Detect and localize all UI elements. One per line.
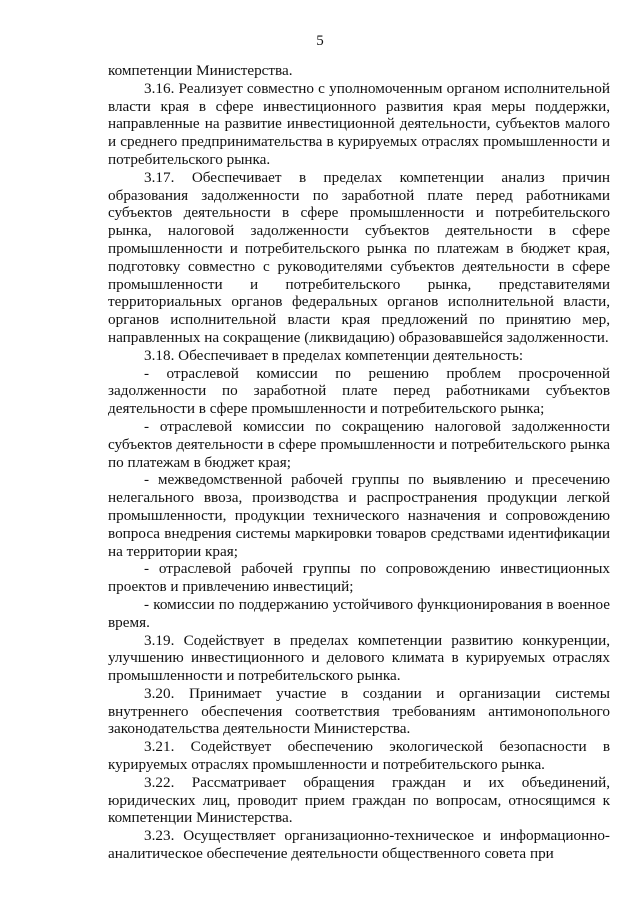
paragraph-3-18: 3.18. Обеспечивает в пределах компетенции деятельность:: [144, 346, 524, 364]
list-item-working-group-investment: - отраслевой рабочей группы по сопровождению инвестиционных проектов и привлечению инвестиций;: [108, 560, 610, 596]
paragraph-3-16: 3.16. Реализует совместно с уполномоченным органом исполнительной власти края в сфере инвестиционного развития края меры поддержки, направленные на развитие инвестиционной деятельности, субъектов малого и среднего предпринимательства в курируемых отраслях промышленности и потребительского рынка.: [108, 79, 610, 168]
page-number: 5: [316, 33, 324, 49]
paragraph-3-17: 3.17. Обеспечивает в пределах компетенции анализ причин образования задолженности по заработной плате перед работниками субъектов деятельности в сфере промышленности и потребительского рынка, налоговой задолженности субъектов деятельности в сфере промышленности и потребительского рынка по платежам в бюджет края, подготовку совместно с руководителями субъектов деятельности в сфере промышленности и потребительского рынка, представителями территориальных органов федеральных органов исполнительной власти, органов исполнительной власти края предложений по принятию мер, направленных на сокращение (ликвидацию) образовавшейся задолженности.: [108, 168, 610, 346]
list-item-commission-wage-arrears: - отраслевой комиссии по решению проблем просроченной задолженности по заработной плате перед работниками субъектов деятельности в сфере промышленности и потребительского рынка;: [108, 364, 610, 418]
paragraph-3-23: 3.23. Осуществляет организационно-техническое и информационно-аналитическое обеспечение деятельности общественного совета при: [108, 827, 610, 863]
list-item-commission-tax-arrears: - отраслевой комиссии по сокращению налоговой задолженности субъектов деятельности в сфере промышленности и потребительского рынка по платежам в бюджет края;: [108, 417, 610, 471]
paragraph-3-20: 3.20. Принимает участие в создании и организации системы внутреннего обеспечения соответствия требованиям антимонопольного законодательства деятельности Министерства.: [108, 684, 610, 738]
list-item-commission-wartime: - комиссии по поддержанию устойчивого функционирования в военное время.: [108, 595, 610, 631]
paragraph-3-22: 3.22. Рассматривает обращения граждан и их объединений, юридических лиц, проводит прием граждан по вопросам, относящимся к компетенции Министерства.: [108, 773, 610, 827]
paragraph-3-21: 3.21. Содействует обеспечению экологической безопасности в курируемых отраслях промышленности и потребительского рынка.: [108, 738, 610, 774]
list-item-working-group-illegal-import: - межведомственной рабочей группы по выявлению и пресечению нелегального ввоза, производства и распространения продукции легкой промышленности, продукции технического назначения и сопровождению вопроса внедрения системы маркировки товаров средствами идентификации на территории края;: [108, 471, 610, 560]
paragraph-3-19: 3.19. Содействует в пределах компетенции развитию конкуренции, улучшению инвестиционного и делового климата в курируемых отраслях промышленности и потребительского рынка.: [108, 631, 610, 685]
paragraph-continuation: компетенции Министерства.: [108, 62, 293, 79]
document-body: [108, 62, 610, 863]
